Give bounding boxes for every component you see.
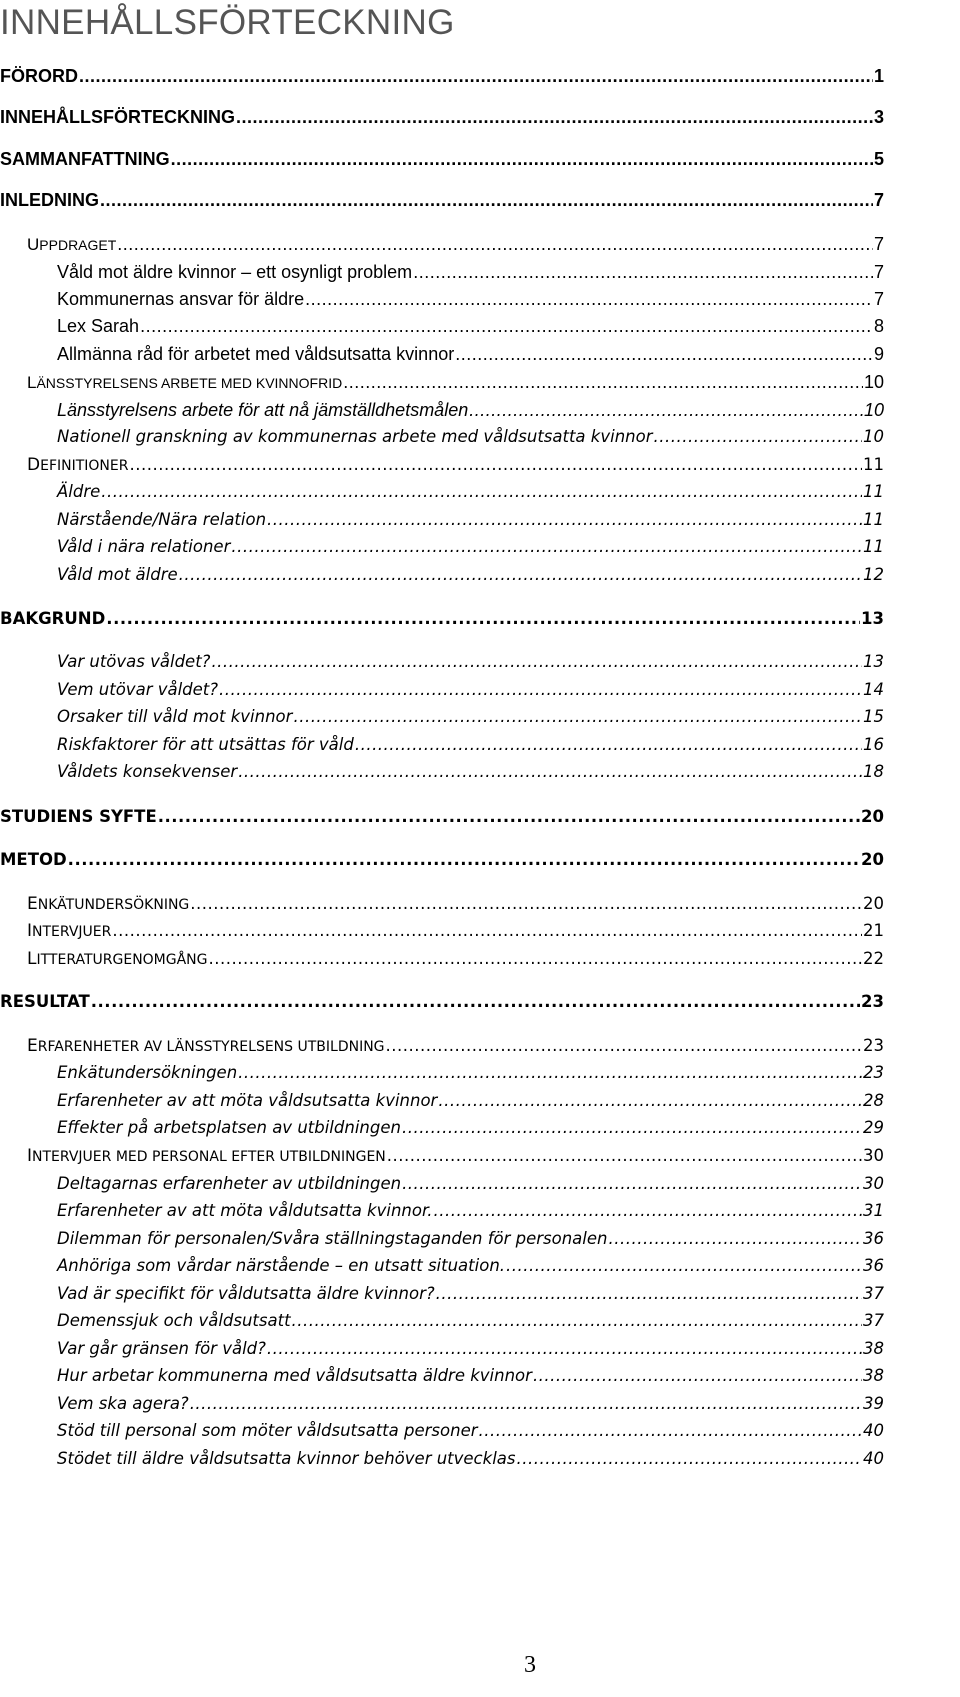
toc-page-number: 30	[863, 1174, 884, 1193]
page-number: 3	[524, 1652, 536, 1678]
toc-dot-leader	[91, 988, 860, 1016]
toc-dot-leader	[402, 1170, 862, 1198]
toc-page-number: 10	[863, 372, 884, 392]
toc-entry[interactable]	[57, 1252, 884, 1280]
toc-entry-title: Vem utövar våldet?	[57, 680, 219, 699]
toc-page-number: 23	[861, 992, 884, 1011]
toc-entry[interactable]	[57, 1225, 884, 1253]
toc-entry[interactable]	[57, 731, 884, 759]
toc-entry-title: LÄNSSTYRELSENS ARBETE MED KVINNOFRID	[27, 373, 343, 392]
toc-page-number: 40	[863, 1421, 884, 1440]
toc-page-number: 3	[873, 107, 884, 127]
toc-entry[interactable]	[57, 1280, 884, 1308]
toc-dot-leader	[219, 676, 862, 704]
toc-entry[interactable]	[27, 945, 884, 973]
toc-dot-leader	[533, 1362, 862, 1390]
toc-entry-title: Stöd till personal som möter våldsutsatta personer	[57, 1421, 478, 1440]
toc-page-number: 23	[863, 1036, 884, 1055]
toc-dot-leader	[479, 1417, 862, 1445]
toc-dot-leader	[236, 103, 873, 131]
toc-entry-title: Vem ska agera?	[57, 1394, 189, 1413]
toc-entry-title: Erfarenheter av att möta våldsutsatta kvinnor	[57, 1091, 438, 1110]
toc-dot-leader	[387, 1142, 862, 1170]
toc-entry-title: DEFINITIONER	[27, 455, 129, 475]
toc-dot-leader	[355, 731, 862, 759]
toc-entry-title: Lex Sarah	[57, 316, 140, 336]
toc-dot-leader	[106, 605, 860, 633]
toc-entry[interactable]	[57, 1307, 884, 1335]
toc-page-number: 7	[873, 262, 884, 282]
page-title: INNEHÅLLSFÖRTECKNING	[0, 3, 455, 42]
toc-entry-title: Närstående/Nära relation	[57, 510, 267, 529]
toc-entry-title: Nationell granskning av kommunernas arbete med våldsutsatta kvinnor	[57, 427, 653, 446]
toc-entry-title: STUDIENS SYFTE	[0, 807, 157, 826]
toc-dot-leader	[190, 890, 862, 918]
toc-dot-leader	[267, 1335, 862, 1363]
toc-entry[interactable]	[57, 506, 884, 534]
toc-dot-leader	[209, 945, 862, 973]
toc-dot-leader	[68, 846, 860, 874]
toc-dot-leader	[129, 451, 862, 479]
toc-entry-title: INNEHÅLLSFÖRTECKNING	[0, 107, 235, 127]
toc-dot-leader	[469, 396, 863, 424]
toc-entry-title: Äldre	[57, 482, 101, 501]
toc-entry[interactable]	[0, 186, 884, 214]
toc-dot-leader	[179, 561, 862, 589]
toc-page-number: 20	[863, 894, 884, 913]
toc-entry-title: Våldets konsekvenser	[57, 762, 238, 781]
toc-page-number: 10	[863, 400, 884, 420]
toc-entry[interactable]	[57, 423, 884, 451]
toc-page-number: 36	[863, 1229, 884, 1248]
toc-entry[interactable]	[57, 312, 884, 340]
toc-page-number: 30	[863, 1146, 884, 1165]
toc-entry-title: Enkätundersökningen	[57, 1063, 238, 1082]
toc-entry-title: Hur arbetar kommunerna med våldsutsatta äldre kvinnor	[57, 1366, 532, 1385]
toc-entry-title: ERFARENHETER AV LÄNSSTYRELSENS UTBILDNING	[27, 1036, 385, 1056]
toc-dot-leader	[506, 1252, 862, 1280]
toc-page-number: 39	[863, 1394, 884, 1413]
toc-page-number: 37	[863, 1284, 884, 1303]
toc-entry[interactable]	[0, 803, 884, 831]
toc-page-number: 7	[873, 234, 884, 254]
toc-entry[interactable]	[27, 230, 884, 258]
toc-entry-title: Dilemman för personalen/Svåra ställningstaganden för personalen	[57, 1229, 608, 1248]
toc-page-number: 14	[863, 680, 884, 699]
toc-dot-leader	[231, 533, 862, 561]
toc-entry[interactable]	[0, 605, 884, 633]
toc-page-number: 7	[873, 190, 884, 210]
toc-entry-title: RESULTAT	[0, 992, 90, 1011]
toc-dot-leader	[516, 1445, 862, 1473]
toc-dot-leader	[171, 145, 873, 173]
toc-entry-title: Länsstyrelsens arbete för att nå jämställdhetsmålen	[57, 400, 469, 420]
toc-entry[interactable]	[0, 846, 884, 874]
toc-entry-title: Var utövas våldet?	[57, 652, 211, 671]
toc-dot-leader	[413, 258, 873, 286]
toc-entry[interactable]	[57, 1390, 884, 1418]
toc-page-number: 36	[863, 1256, 884, 1275]
toc-page-number: 20	[861, 850, 884, 869]
toc-entry[interactable]	[57, 1114, 884, 1142]
toc-entry-title: ENKÄTUNDERSÖKNING	[27, 894, 190, 914]
toc-page-number: 11	[863, 537, 884, 556]
toc-page-number: 28	[863, 1091, 884, 1110]
toc-entry[interactable]	[27, 1032, 884, 1060]
toc-dot-leader	[238, 758, 862, 786]
toc-dot-leader	[211, 648, 862, 676]
toc-entry-title: BAKGRUND	[0, 609, 106, 628]
toc-dot-leader	[292, 1307, 862, 1335]
toc-dot-leader	[190, 1390, 862, 1418]
toc-dot-leader	[402, 1114, 862, 1142]
toc-page-number: 40	[863, 1449, 884, 1468]
toc-dot-leader	[267, 506, 862, 534]
toc-entry[interactable]	[57, 258, 884, 286]
toc-entry-title: Demenssjuk och våldsutsatt	[57, 1311, 291, 1330]
toc-dot-leader	[117, 230, 873, 258]
toc-entry-title: Anhöriga som vårdar närstående – en utsatt situation.	[57, 1256, 506, 1275]
toc-entry-title: Våld mot äldre	[57, 565, 178, 584]
toc-entry-title: Våld i nära relationer	[57, 537, 231, 556]
toc-page-number: 11	[863, 455, 884, 474]
toc-page-number: 11	[863, 510, 884, 529]
toc-page-number: 38	[863, 1366, 884, 1385]
toc-entry[interactable]	[27, 451, 884, 479]
toc-entry-title: Orsaker till våld mot kvinnor	[57, 707, 293, 726]
toc-dot-leader	[653, 423, 862, 451]
toc-page-number: 7	[873, 289, 884, 309]
toc-dot-leader	[101, 478, 862, 506]
toc-entry[interactable]	[57, 1197, 884, 1225]
toc-entry-title: LITTERATURGENOMGÅNG	[27, 949, 208, 969]
toc-entry[interactable]	[27, 368, 884, 396]
toc-page-number: 31	[863, 1201, 884, 1220]
toc-dot-leader	[112, 917, 862, 945]
toc-entry[interactable]	[57, 648, 884, 676]
toc-entry[interactable]	[27, 890, 884, 918]
toc-page-number: 11	[863, 482, 884, 501]
toc-entry-title: Var går gränsen för våld?	[57, 1339, 266, 1358]
toc-dot-leader	[438, 1087, 862, 1115]
toc-page-number: 5	[873, 149, 884, 169]
toc-dot-leader	[100, 186, 873, 214]
toc-entry[interactable]	[57, 285, 884, 313]
toc-entry-title: FÖRORD	[0, 66, 78, 86]
toc-entry-title: Riskfaktorer för att utsättas för våld	[57, 735, 354, 754]
toc-dot-leader	[238, 1059, 862, 1087]
toc-page-number: 16	[863, 735, 884, 754]
toc-entry-title: Effekter på arbetsplatsen av utbildningen	[57, 1118, 401, 1137]
toc-entry[interactable]	[57, 340, 884, 368]
toc-page-number: 8	[873, 316, 884, 336]
toc-dot-leader	[140, 312, 873, 340]
toc-entry[interactable]	[57, 676, 884, 704]
toc-entry[interactable]	[27, 917, 884, 945]
toc-entry-title: INTERVJUER MED PERSONAL EFTER UTBILDNINGEN	[27, 1146, 386, 1166]
toc-entry[interactable]	[57, 1335, 884, 1363]
toc-dot-leader	[343, 368, 863, 396]
toc-page-number: 29	[863, 1118, 884, 1137]
toc-entry[interactable]	[57, 1445, 884, 1473]
toc-dot-leader	[158, 803, 860, 831]
toc-dot-leader	[433, 1197, 862, 1225]
toc-entry[interactable]	[57, 396, 884, 424]
toc-entry-title: Våld mot äldre kvinnor – ett osynligt problem	[57, 262, 413, 282]
toc-dot-leader	[609, 1225, 863, 1253]
toc-entry[interactable]	[57, 533, 884, 561]
toc-entry[interactable]	[57, 1417, 884, 1445]
toc-dot-leader	[386, 1032, 862, 1060]
toc-page-number: 12	[863, 565, 884, 584]
toc-page-number: 20	[861, 807, 884, 826]
toc-entry-title: INLEDNING	[0, 190, 99, 210]
toc-dot-leader	[293, 703, 862, 731]
toc-page-number: 22	[863, 949, 884, 968]
toc-dot-leader	[436, 1280, 862, 1308]
toc-page-number: 10	[863, 427, 884, 446]
toc-page-number: 13	[861, 609, 884, 628]
toc-entry[interactable]	[57, 561, 884, 589]
toc-page-number: 18	[863, 762, 884, 781]
toc-page-number: 37	[863, 1311, 884, 1330]
toc-entry[interactable]	[0, 62, 884, 90]
toc-entry[interactable]	[27, 1142, 884, 1170]
toc-entry[interactable]	[57, 1059, 884, 1087]
toc-entry-title: Allmänna råd för arbetet med våldsutsatta kvinnor	[57, 344, 455, 364]
toc-entry-title: METOD	[0, 850, 67, 869]
toc-entry[interactable]	[57, 1362, 884, 1390]
toc-dot-leader	[305, 285, 873, 313]
toc-page-number: 38	[863, 1339, 884, 1358]
toc-entry[interactable]	[0, 103, 884, 131]
toc-page-number: 9	[873, 344, 884, 364]
toc-entry-title: Vad är specifikt för våldutsatta äldre kvinnor?	[57, 1284, 435, 1303]
toc-entry-title: UPPDRAGET	[27, 235, 117, 254]
toc-dot-leader	[79, 62, 873, 90]
toc-entry-title: Deltagarnas erfarenheter av utbildningen	[57, 1174, 402, 1193]
toc-entry-title: Stödet till äldre våldsutsatta kvinnor behöver utvecklas	[57, 1449, 516, 1468]
toc-entry-title: Erfarenheter av att möta våldutsatta kvinnor.	[57, 1201, 433, 1220]
toc-entry-title: INTERVJUER	[27, 921, 112, 941]
toc-entry[interactable]	[57, 478, 884, 506]
toc-entry[interactable]	[0, 988, 884, 1016]
toc-dot-leader	[455, 340, 873, 368]
toc-entry[interactable]	[57, 703, 884, 731]
toc-page-number: 13	[863, 652, 884, 671]
toc-entry[interactable]	[57, 758, 884, 786]
toc-page-number: 21	[863, 921, 884, 940]
toc-page-number: 15	[863, 707, 884, 726]
toc-page-number: 23	[863, 1063, 884, 1082]
toc-page-number: 1	[873, 66, 884, 86]
toc-entry-title: SAMMANFATTNING	[0, 149, 170, 169]
toc-entry[interactable]	[57, 1087, 884, 1115]
toc-entry[interactable]	[0, 145, 884, 173]
toc-entry-title: Kommunernas ansvar för äldre	[57, 289, 305, 309]
toc-entry[interactable]	[57, 1170, 884, 1198]
